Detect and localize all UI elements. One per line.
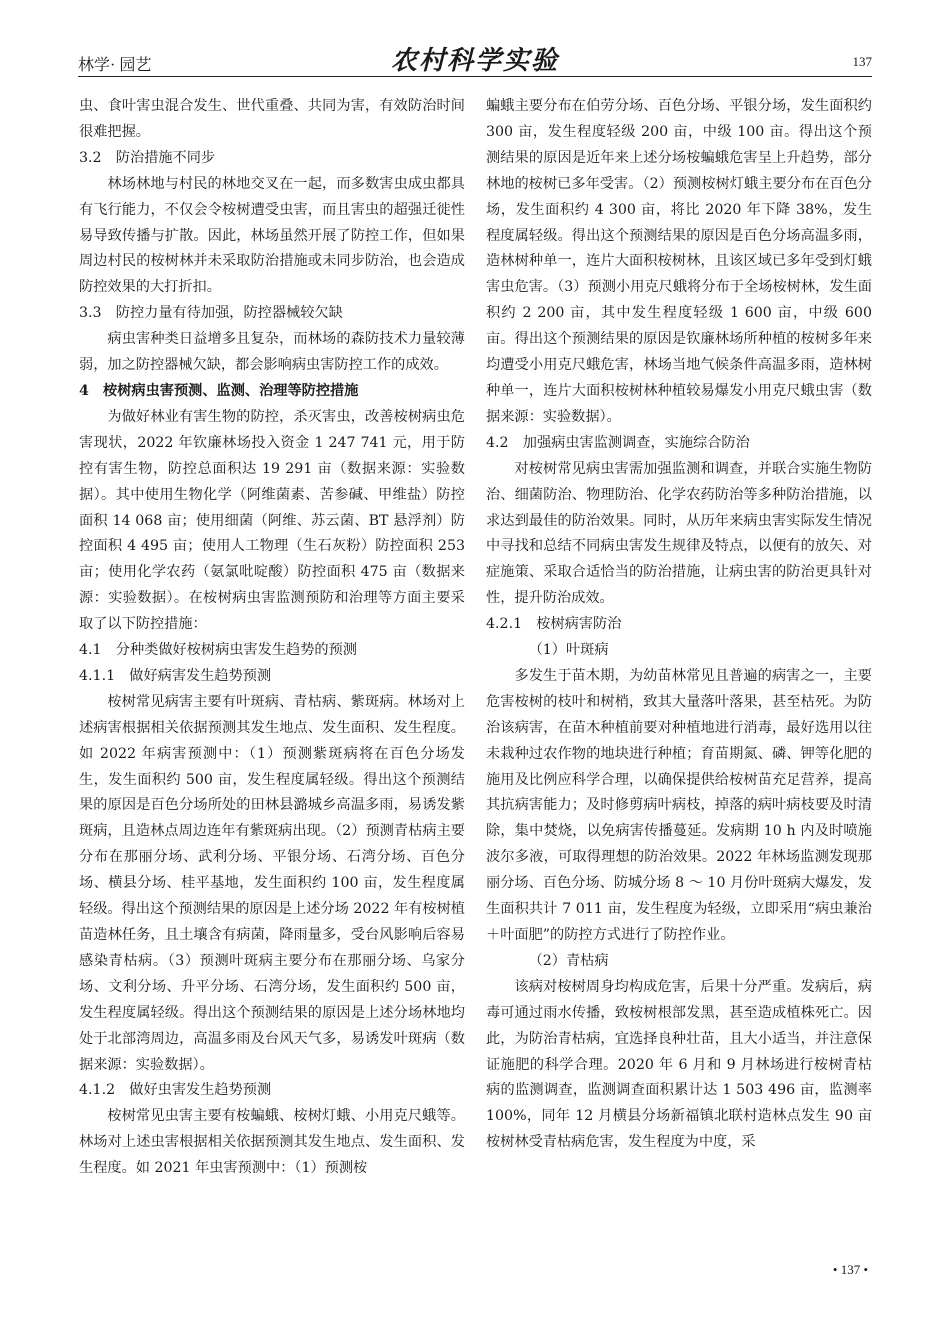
subheading: （2）青枯病: [528, 952, 609, 969]
paragraph: 该病对桉树周身均构成危害，后果十分严重。发病后，病毒可通过雨水传播，致桉树根部发黑，甚至造成植株死亡。因此，为防治青枯病，宜选择良种壮苗，且大小适当，并注意保证施肥的科学合理。2020 年 6 月和 9 月林场进行桉树青枯病的监测调查，监测调查面积累计达 1 503 496 亩，监测率 100%，同年 12 月横县分场新福镇北联村造林点发生 90 亩桉树林受青枯病危害，发生程度为中度，采: [486, 978, 872, 1151]
subheading: （1）叶斑病: [528, 642, 609, 659]
section-heading: 4.1 分种类做好桉树病虫害发生趋势的预测: [79, 642, 357, 659]
paragraph: 桉树常见虫害主要有桉蝙蛾、桉树灯蛾、小用克尺蛾等。林场对上述虫害根据相关依据预测其发生地点、发生面积、发生程度。如 2021 年虫害预测中：（1）预测桉: [79, 1108, 465, 1177]
paragraph: 桉树常见病害主要有叶斑病、青枯病、紫斑病。林场对上述病害根据相关依据预测其发生地点、发生面积、发生程度。如 2022 年病害预测中：（1）预测紫斑病将在百色分场发生，发生面积约 500 亩，发生程度属轻级。得出这个预测结果的原因是百色分场所处的田林县潞城乡高温多雨，易诱发紫斑病，且造林点周边连年有紫斑病出现。（2）预测青枯病主要分布在那丽分场、武利分场、平银分场、石湾分场、百色分场、横县分场、桂平基地，发生面积约 100 亩，发生程度属轻级。得出这个预测结果的原因是上述分场 2022 年有桉树植苗造林任务，且土壤含有病菌，降雨量多，受台风影响后容易感染青枯病。（3）预测叶斑病主要分布在那丽分场、乌家分场、文利分场、升平分场、石湾分场，发生面积约 500 亩，发生程度属轻级。得出这个预测结果的原因是上述分场林地均处于北部湾周边，高温多雨及台风天气多，易诱发叶斑病（数据来源：实验数据）。: [79, 693, 465, 1073]
left-column: [79, 94, 465, 1182]
right-column: [486, 94, 872, 1156]
paragraph: 蝙蛾主要分布在伯劳分场、百色分场、平银分场，发生面积约 300 亩，发生程度轻级 200 亩，中级 100 亩。得出这个预测结果的原因是近年来上述分场桉蝙蛾危害呈上升趋势，部分林地的桉树已多年受害。（2）预测桉树灯蛾主要分布在百色分场，发生面积约 4 300 亩，将比 2020 年下降 38%，发生程度属轻级。得出这个预测结果的原因是百色分场高温多雨，造林树种单一，连片大面积桉树林，且该区域已多年受到灯蛾害虫危害。（3）预测小用克尺蛾将分布于全场桉树林，发生面积约 2 200 亩，其中发生程度轻级 1 600 亩，中级 600 亩。得出这个预测结果的原因是钦廉林场所种植的桉树多年来均遭受小用克尺蛾危害，林场当地气候条件高温多雨，造林树种单一，连片大面积桉树林种植较易爆发小用克尺蛾虫害（数据来源：实验数据）。: [486, 98, 872, 425]
section-heading: 4.2 加强病虫害监测调查，实施综合防治: [486, 434, 750, 451]
paragraph: 为做好林业有害生物的防控，杀灭害虫，改善桉树病虫危害现状，2022 年钦廉林场投入资金 1 247 741 元，用于防控有害生物，防控总面积达 19 291 亩（数据来源：实验数据）。其中使用生物化学（阿维菌素、苦参碱、甲维盐）防控面积 14 068 亩；使用细菌（阿维、苏云菌、BT 悬浮剂）防控面积 4 495 亩；使用人工物理（生石灰粉）防控面积 253 亩；使用化学农药（氨氯吡啶酸）防控面积 475 亩（数据来源：实验数据）。在桉树病虫害监测预防和治理等方面主要采取了以下防控措施：: [79, 408, 465, 633]
footer-page-number: • 137 •: [832, 1262, 868, 1277]
paragraph: 病虫害种类日益增多且复杂，而林场的森防技术力量较薄弱，加之防控器械欠缺，都会影响病虫害防控工作的成效。: [79, 331, 465, 374]
section-heading: 3.3 防控力量有待加强，防控器械较欠缺: [79, 305, 343, 322]
paragraph: 林场林地与村民的林地交叉在一起，而多数害虫成虫都具有飞行能力，不仅会令桉树遭受虫害，而且害虫的超强迁徙性易导致传播与扩散。因此，林场虽然开展了防控工作，但如果周边村民的桉树林并未采取防治措施或未同步防治，也会造成防控效果的大打折扣。: [79, 175, 465, 296]
page-header: [78, 40, 872, 76]
section-heading: 4.1.2 做好虫害发生趋势预测: [79, 1082, 272, 1099]
header-page-number: 137: [852, 54, 872, 69]
section-heading: 4.1.1 做好病害发生趋势预测: [79, 667, 272, 684]
section-heading: 3.2 防治措施不同步: [79, 149, 216, 166]
journal-logo: 农村科学实验: [390, 46, 559, 76]
header-rule: [78, 76, 872, 77]
section-heading: 4.2.1 桉树病害防治: [486, 616, 622, 633]
paragraph: 对桉树常见病虫害需加强监测和调查，并联合实施生物防治、细菌防治、物理防治、化学农药防治等多种防治措施，以求达到最佳的防治效果。同时，从历年来病虫害实际发生情况中寻找和总结不同病虫害发生规律及特点，以便有的放矢、对症施策、采取合适恰当的防治措施，让病虫害的防治更具针对性，提升防治成效。: [486, 460, 872, 607]
section-heading: 4 桉树病虫害预测、监测、治理等防控措施: [79, 382, 359, 399]
paragraph: 虫、食叶害虫混合发生、世代重叠、共同为害，有效防治时间很难把握。: [79, 98, 465, 140]
paragraph: 多发生于苗木期，为幼苗林常见且普遍的病害之一，主要危害桉树的枝叶和树梢，致其大量落叶落果，甚至枯死。为防治该病害，在苗木种植前要对种植地进行消毒，最好选用以往未栽种过农作物的地块进行种植；育苗期氮、磷、钾等化肥的施用及比例应科学合理，以确保提供给桉树苗充足营养，提高其抗病害能力；及时修剪病叶病枝，掉落的病叶病枝要及时清除，集中焚烧，以免病害传播蔓延。发病期 10 h 内及时喷施波尔多液，可取得理想的防治效果。2022 年林场监测发现那丽分场、百色分场、防城分场 8 ～ 10 月份叶斑病大爆发，发生面积共计 7 011 亩，发生程度为轻级，立即采用“病虫兼治＋叶面肥”的防控方式进行了防控作业。: [486, 667, 872, 943]
section-label: 林学· 园艺: [78, 57, 152, 74]
